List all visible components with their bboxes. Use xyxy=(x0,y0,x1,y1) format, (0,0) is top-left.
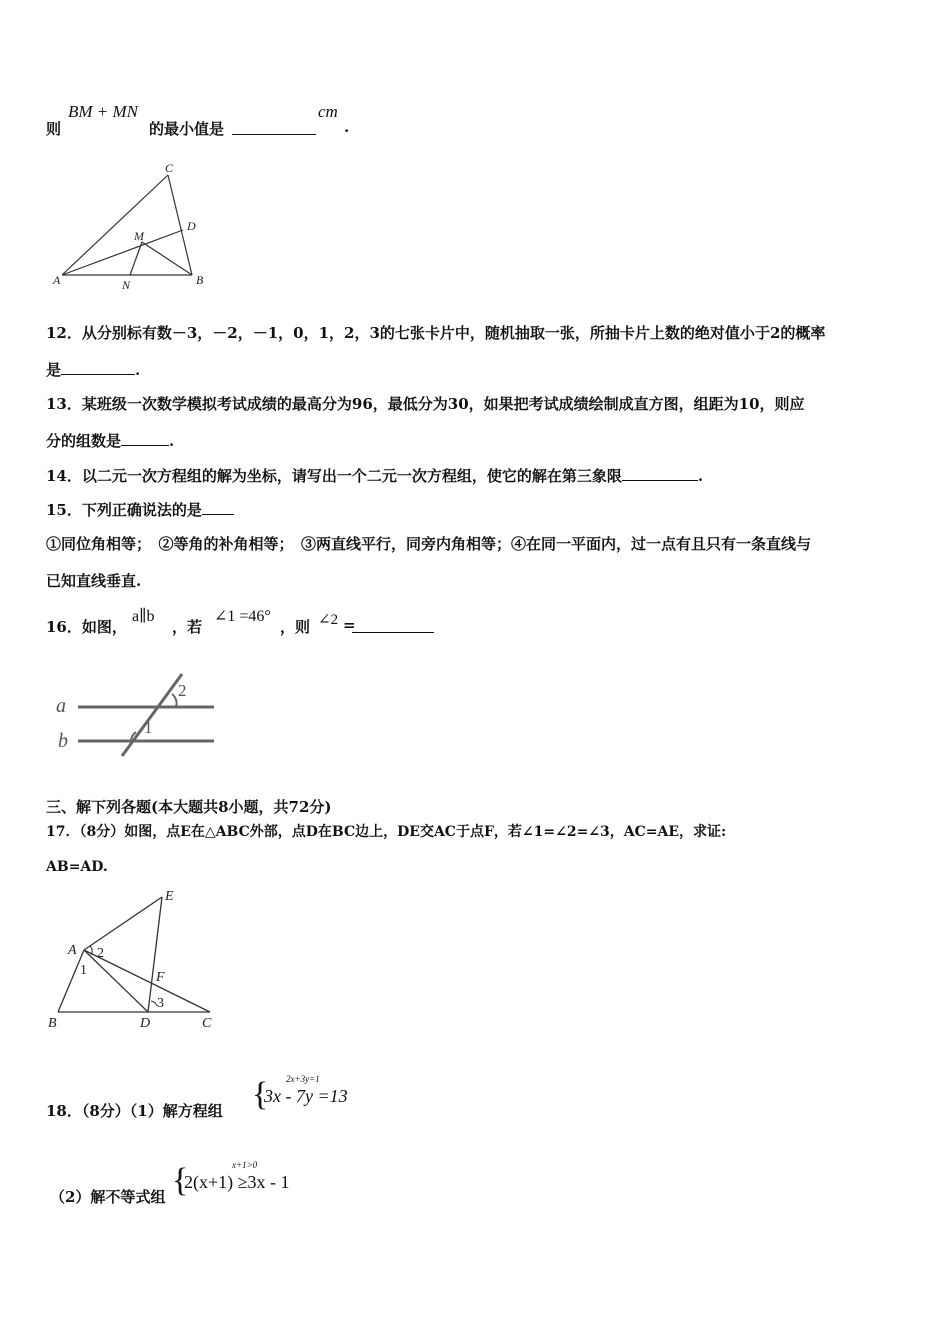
q13-answer-blank[interactable] xyxy=(121,431,169,446)
q18-part2-prefix: （2）解不等式组 xyxy=(50,1188,166,1206)
q17-label-d: D xyxy=(140,1016,151,1031)
q11-label-a: A xyxy=(53,273,61,287)
q17-triangle-figure xyxy=(44,885,224,1035)
q16-label-a: a xyxy=(56,695,66,717)
q17-label-c: C xyxy=(202,1016,212,1031)
q15-text: 15．下列正确说法的是 xyxy=(46,501,202,519)
q16-angle1: ∠1 =46° xyxy=(214,608,271,625)
q11-expression: BM + MN xyxy=(68,102,139,121)
q11-label-m: M xyxy=(134,229,144,243)
q18-inequality-brace: { xyxy=(172,1162,189,1199)
q15-answer-blank[interactable] xyxy=(202,500,234,515)
q17-segment-ab xyxy=(58,950,84,1012)
q11-label-c: C xyxy=(165,161,174,175)
q18-equation-top: 2x+3y=1 xyxy=(286,1074,320,1084)
q11-triangle-figure xyxy=(50,160,220,295)
q15-options-line2: 已知直线垂直. xyxy=(46,572,142,590)
q15-line xyxy=(46,499,234,520)
q16-angle2: ∠2 xyxy=(318,612,339,628)
q14-end: . xyxy=(697,467,704,485)
q11-label-b: B xyxy=(196,273,204,287)
q11-label-d: D xyxy=(187,219,196,233)
q18-system-brace: { xyxy=(252,1076,269,1113)
q16-label-2: 2 xyxy=(178,681,187,700)
q16-angle2-arc xyxy=(172,694,177,707)
q12-line2 xyxy=(46,359,140,380)
q18-line xyxy=(46,1072,446,1128)
q14-text: 14．以二元一次方程组的解为坐标，请写出一个二元一次方程组，使它的解在第三象限 xyxy=(46,467,622,485)
q13-end: . xyxy=(169,432,175,450)
q16-parallel-lines-figure xyxy=(54,668,224,758)
q13-line1: 13．某班级一次数学模拟考试成绩的最高分为96，最低分为30，如果把考试成绩绘制成直方图，组距为10，则应 xyxy=(46,395,805,413)
q16-equals: = xyxy=(343,616,356,634)
section3-title: 三、解下列各题(本大题共8小题，共72分) xyxy=(46,798,332,816)
q11-middle: 的最小值是 xyxy=(149,120,225,138)
q16-mid2: ，则 xyxy=(280,618,311,636)
q11-segment-ad xyxy=(62,230,183,275)
q16-label-b: b xyxy=(58,730,68,752)
q15-options-line1: ①同位角相等； ②等角的补角相等； ③两直线平行，同旁内角相等；④在同一平面内，过一点有且只有一条直线与 xyxy=(46,535,812,553)
q16-answer-blank[interactable] xyxy=(352,616,434,633)
q11-answer-blank[interactable] xyxy=(232,118,316,135)
q16-prefix: 16．如图， xyxy=(46,618,127,636)
q17-line2: AB=AD. xyxy=(46,859,108,875)
q13-prefix: 分的组数是 xyxy=(46,432,122,450)
q12-answer-blank[interactable] xyxy=(61,360,135,375)
q17-segment-ad xyxy=(84,950,148,1012)
q14-line xyxy=(46,465,703,486)
q11-label-n: N xyxy=(122,278,131,292)
q17-label-3: 3 xyxy=(157,996,164,1011)
q18-inequality-top: x+1>0 xyxy=(232,1160,258,1170)
q13-line2 xyxy=(46,430,174,451)
q18-inequality-bottom: 2(x+1) ≥3x - 1 xyxy=(184,1172,290,1192)
q12-prefix: 是 xyxy=(46,361,62,379)
q16-transversal xyxy=(122,674,182,756)
q17-label-a: A xyxy=(68,943,77,958)
q11-end: . xyxy=(344,118,350,136)
q11-unit: cm xyxy=(318,102,338,121)
q17-label-2: 2 xyxy=(97,946,104,961)
q17-label-f: F xyxy=(156,970,165,985)
q18-equation-bottom: 3x - 7y =13 xyxy=(264,1086,348,1106)
q11-prefix: 则 xyxy=(46,120,62,138)
q18-part2-line xyxy=(50,1158,450,1214)
q14-answer-blank[interactable] xyxy=(622,466,698,481)
q16-condition: a∥b xyxy=(132,608,155,625)
q17-label-b: B xyxy=(48,1016,57,1031)
q17-line1: 17．（8分）如图，点E在△ABC外部，点D在BC边上，DE交AC于点F，若∠1=∠2=∠3，AC=AE，求证: xyxy=(46,824,727,840)
q11-segment-bm xyxy=(142,242,192,275)
q16-label-1: 1 xyxy=(144,718,153,737)
q17-segment-de xyxy=(148,897,162,1012)
q11-segment-ac xyxy=(62,175,168,275)
q16-mid: ，若 xyxy=(172,618,203,636)
q12-end: . xyxy=(135,361,141,379)
q17-label-1: 1 xyxy=(80,963,87,978)
q12-line1: 12．从分别标有数－3，－2，－1，0，1，2，3的七张卡片中，随机抽取一张，所抽卡片上数的绝对值小于2的概率 xyxy=(46,324,826,342)
q17-segment-ae xyxy=(84,897,162,950)
q17-label-e: E xyxy=(165,889,174,904)
q18-prefix: 18．（8分）（1）解方程组 xyxy=(46,1102,223,1120)
